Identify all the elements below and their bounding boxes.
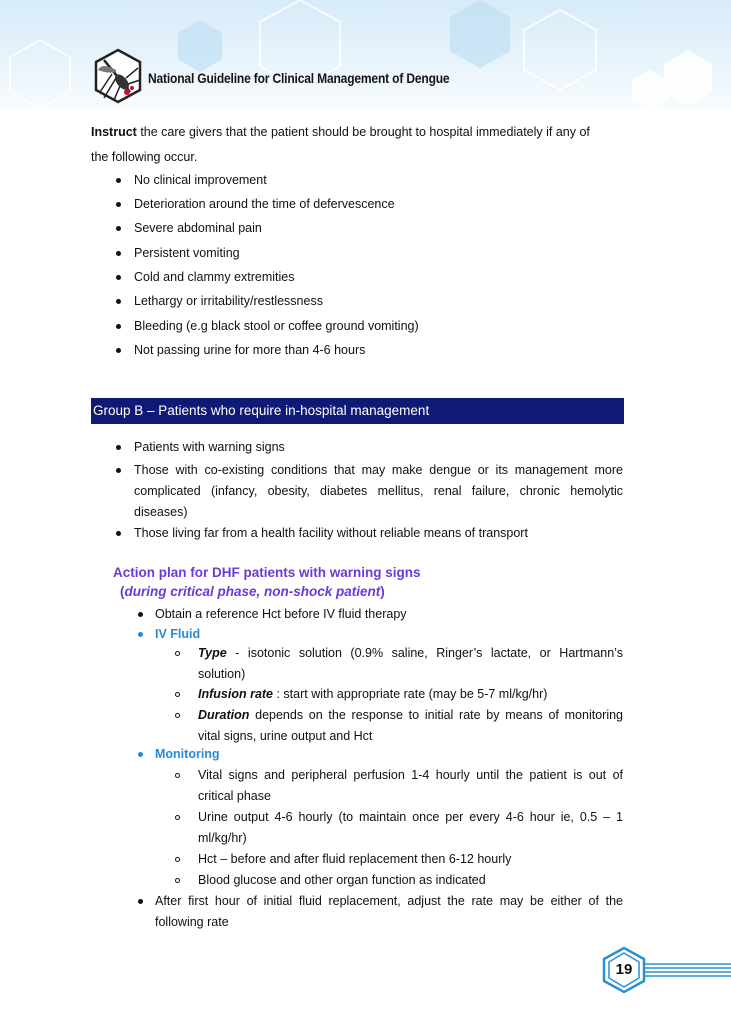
list-item-text: Urine output 4-6 hourly (to maintain once per every 4-6 hour ie, 0.5 – 1: [198, 810, 623, 824]
bullet-icon: [116, 226, 121, 231]
list-item-text: After first hour of initial fluid replacement, adjust the rate may be either of the: [155, 894, 623, 908]
list-item-text: Infusion rate : start with appropriate rate (may be 5-7 ml/kg/hr): [198, 687, 548, 701]
list-item-text: Bleeding (e.g black stool or coffee ground vomiting): [134, 319, 419, 333]
list-item-text: following rate: [155, 915, 229, 929]
circle-bullet-icon: [175, 713, 180, 718]
list-item-text: No clinical improvement: [134, 173, 267, 187]
circle-bullet-icon: [175, 651, 180, 656]
list-item-text: Cold and clammy extremities: [134, 270, 295, 284]
bullet-icon: [116, 531, 121, 536]
circle-bullet-icon: [175, 878, 180, 883]
list-item-text: Not passing urine for more than 4-6 hours: [134, 343, 366, 357]
circle-bullet-icon: [175, 815, 180, 820]
bullet-icon: [116, 178, 121, 183]
bullet-icon: [116, 251, 121, 256]
list-item-text: Those with co-existing conditions that may make dengue or its management more: [134, 463, 623, 477]
circle-bullet-icon: [175, 773, 180, 778]
action-plan-title: Action plan for DHF patients with warning signs: [113, 565, 421, 580]
header-title: National Guideline for Clinical Management of Dengue: [148, 70, 450, 86]
list-item-text: Vital signs and peripheral perfusion 1-4 hourly until the patient is out of: [198, 768, 623, 782]
instruct-lead: Instruct: [91, 125, 137, 139]
list-item-text: Deterioration around the time of defervescence: [134, 197, 395, 211]
list-item-text: Type - isotonic solution (0.9% saline, Ringer’s lactate, or Hartmann’s: [198, 646, 623, 660]
bullet-icon: [138, 632, 143, 637]
list-item-text: Patients with warning signs: [134, 440, 285, 454]
page-header: [0, 0, 731, 108]
iv-fluid-heading: IV Fluid: [155, 627, 201, 641]
bullet-icon: [116, 348, 121, 353]
list-item-text: complicated (infancy, obesity, diabetes mellitus, renal failure, chronic hemolytic: [134, 484, 623, 498]
bullet-icon: [116, 468, 121, 473]
section-heading-bar: [91, 398, 624, 424]
monitoring-heading: Monitoring: [155, 747, 220, 761]
list-item-text: vital signs, urine output and Hct: [198, 729, 373, 743]
list-item-text: Lethargy or irritability/restlessness: [134, 294, 323, 308]
list-item-text: critical phase: [198, 789, 271, 803]
list-item-text: solution): [198, 667, 246, 681]
bullet-icon: [116, 445, 121, 450]
action-plan-subtitle: (during critical phase, non-shock patient): [120, 584, 385, 599]
bullet-icon: [116, 299, 121, 304]
instruct-text: the care givers that the patient should be brought to hospital immediately if any of: [136, 125, 590, 139]
circle-bullet-icon: [175, 692, 180, 697]
page-number: 19: [615, 961, 633, 978]
list-item-text: ml/kg/hr): [198, 831, 247, 845]
list-item-text: Obtain a reference Hct before IV fluid therapy: [155, 607, 407, 621]
list-item-text: diseases): [134, 505, 188, 519]
bullet-icon: [116, 275, 121, 280]
bullet-icon: [116, 324, 121, 329]
list-item-text: Persistent vomiting: [134, 246, 240, 260]
instruct-line-2: the following occur.: [91, 150, 198, 164]
bullet-icon: [116, 202, 121, 207]
bullet-icon: [138, 899, 143, 904]
mosquito-logo-icon: [92, 48, 144, 104]
circle-bullet-icon: [175, 857, 180, 862]
list-item-text: Severe abdominal pain: [134, 221, 262, 235]
section-heading: Group B – Patients who require in-hospital management: [93, 403, 430, 418]
bullet-icon: [138, 752, 143, 757]
list-item-text: Those living far from a health facility without reliable means of transport: [134, 526, 528, 540]
instruct-line-1: [91, 124, 626, 140]
bullet-icon: [138, 612, 143, 617]
list-item-text: Blood glucose and other organ function as indicated: [198, 873, 486, 887]
list-item-text: Duration depends on the response to initial rate by means of monitoring: [198, 708, 623, 722]
list-item-text: Hct – before and after fluid replacement then 6-12 hourly: [198, 852, 512, 866]
